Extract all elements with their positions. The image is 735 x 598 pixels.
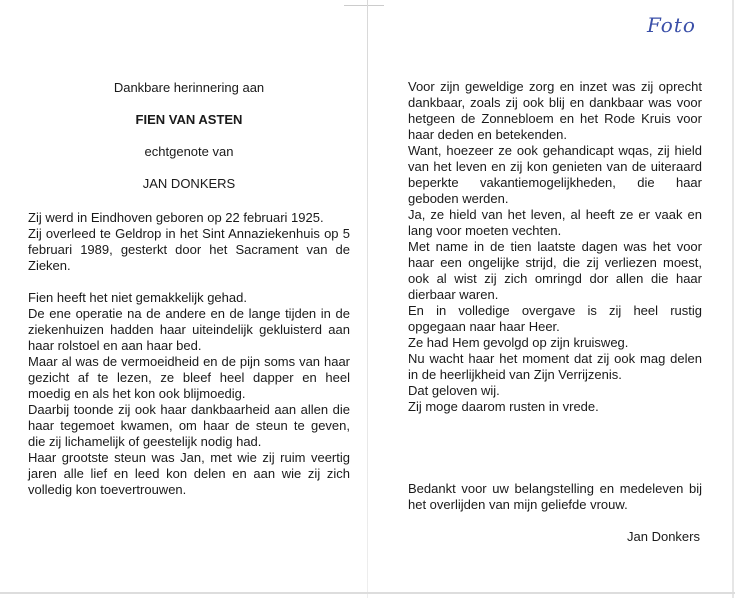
thanks-text: Bedankt voor uw belangstelling en medeleven bij het overlijden van mijn geliefde vrouw. <box>408 481 702 512</box>
tribute-paragraph: Want, hoezeer ze ook gehandicapt wqas, zij hield van het leven en zij kon genieten van de uiteraard beperkte vakantiemogelijkheden, die haar geboden werden. <box>408 143 702 206</box>
card-bottom-edge <box>0 592 735 594</box>
tribute-paragraph: Dat geloven wij. <box>408 383 500 398</box>
tribute-paragraph: En in volledige overgave is zij heel rustig opgegaan naar haar Heer. <box>408 303 702 334</box>
thanks-block <box>408 481 702 513</box>
death-paragraph: Zij overleed te Geldrop in het Sint Annaziekenhuis op 5 februari 1989, gesterkt door het Sacrament van de Zieken. <box>28 226 350 273</box>
tribute-paragraph: Ze had Hem gevolgd op zijn kruisweg. <box>408 335 629 350</box>
tribute-paragraph: Zij moge daarom rusten in vrede. <box>408 399 599 414</box>
birth-paragraph: Zij werd in Eindhoven geboren op 22 februari 1925. <box>28 210 324 225</box>
card-edge <box>732 0 734 598</box>
life-block <box>28 290 350 498</box>
deceased-name: FIEN VAN ASTEN <box>135 112 243 127</box>
tribute-paragraph: Nu wacht haar het moment dat zij ook mag delen in de heerlijkheid van Zijn Verrijzenis. <box>408 351 702 382</box>
tribute-paragraph: Ja, ze hield van het leven, al heeft ze er vaak en lang voor moeten vechten. <box>408 207 702 238</box>
scan-mark <box>344 5 384 6</box>
tribute-paragraph: Met name in de tien laatste dagen was het voor haar een ongelijke strijd, die zij verliezen moest, ook al wist zij zich omringd dor allen die haar dierbaar waren. <box>408 239 702 302</box>
left-panel <box>28 80 350 498</box>
spouse-label: echtgenote van <box>144 144 234 159</box>
intro-text: Dankbare herinnering aan <box>113 80 265 95</box>
tribute-paragraph: Voor zijn geweldige zorg en inzet was zij oprecht dankbaar, zoals zij ook blij en dankbaar was voor hetgeen de Zonnebloem en het Rode Kruis voor haar deden en betekenden. <box>408 79 702 142</box>
handwritten-annotation: Foto <box>647 13 696 37</box>
life-paragraph: De ene operatie na de andere en de lange tijden in de ziekenhuizen hadden haar uiteindelijk gekluisterd aan haar rolstoel en aan haar bed. <box>28 306 350 353</box>
fold-line <box>367 0 368 598</box>
spouse-name: JAN DONKERS <box>142 176 236 191</box>
tribute-block <box>408 79 702 415</box>
biography-block <box>28 210 350 274</box>
signature: Jan Donkers <box>627 529 700 544</box>
life-paragraph: Haar grootste steun was Jan, met wie zij ruim veertig jaren alle lief en leed kon delen en aan wie zij zich volledig kon toevertrouwen. <box>28 450 350 497</box>
right-panel <box>408 79 702 545</box>
life-paragraph: Daarbij toonde zij ook haar dankbaarheid aan allen die haar tegemoet kwamen, om haar de steun te geven, die zij lichamelijk of geestelijk nodig had. <box>28 402 350 449</box>
life-paragraph: Maar al was de vermoeidheid en de pijn soms van haar gezicht af te lezen, ze bleef heel dapper en heel moedig en als het kon ook blijmoedig. <box>28 354 350 401</box>
life-paragraph: Fien heeft het niet gemakkelijk gehad. <box>28 290 247 305</box>
